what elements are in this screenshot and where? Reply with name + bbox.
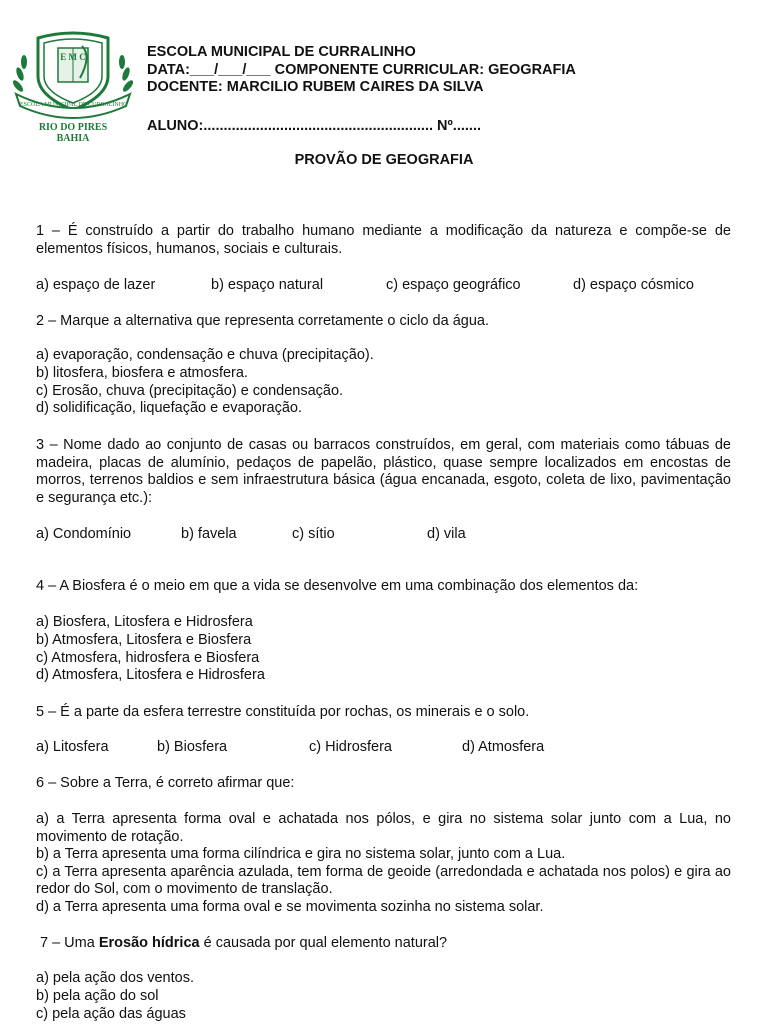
document-header: [147, 44, 576, 97]
question-5-option-b: b) Biosfera: [157, 739, 228, 755]
question-7-option-b: b) pela ação do sol: [36, 987, 159, 1004]
question-6: [36, 775, 731, 793]
question-1-option-b: b) espaço natural: [211, 277, 324, 293]
question-1: [36, 223, 731, 258]
question-5-option-d: d) Atmosfera: [462, 739, 545, 755]
question-3-option-c: c) sítio: [292, 526, 335, 542]
question-6-options: [36, 811, 731, 916]
date-subject-line: DATA:___/___/___ COMPONENTE CURRICULAR: GEOGRAFIA: [147, 61, 576, 78]
question-3-text: 3 – Nome dado ao conjunto de casas ou barracos construídos, em geral, com materiais como tábuas de madeira, placas de alumínio, pedaços de papelão, plástico, quase sempre localizados em encostas de morros, terrenos baldios e sem infraestrutura básica (água encanada, esgoto, coleta de lixo, pavimentação e segurança etc.):: [36, 437, 731, 506]
question-4-option-a: a) Biosfera, Litosfera e Hidrosfera: [36, 614, 253, 630]
question-2-option-d: d) solidificação, liquefação e evaporação.: [36, 400, 302, 417]
logo-city: [10, 122, 136, 144]
question-1-text: 1 – É construído a partir do trabalho humano mediante a modificação da natureza e compõe-se de elementos físicos, humanos, sociais e culturais.: [36, 223, 731, 257]
question-4-text: 4 – A Biosfera é o meio em que a vida se desenvolve em uma combinação dos elementos da:: [36, 578, 639, 594]
student-line: ALUNO:......................................................... Nº.......: [147, 118, 482, 134]
question-2: [36, 313, 731, 331]
question-5-option-c: c) Hidrosfera: [309, 739, 392, 755]
teacher-line: DOCENTE: MARCILIO RUBEM CAIRES DA SILVA: [147, 79, 484, 95]
question-2-options: [36, 347, 731, 418]
question-7-emphasis: Erosão hídrica: [98, 935, 200, 951]
question-7-options: [36, 970, 731, 1023]
question-4-option-b: b) Atmosfera, Litosfera e Biosfera: [36, 631, 252, 648]
emblem-letters: E M C: [60, 52, 86, 62]
question-2-option-a: a) evaporação, condensação e chuva (precipitação).: [36, 347, 374, 363]
question-2-option-b: b) litosfera, biosfera e atmosfera.: [36, 364, 248, 381]
question-6-option-b: b) a Terra apresenta uma forma cilíndrica e gira no sistema solar, junto com a Lua.: [36, 846, 566, 862]
question-4-option-d: d) Atmosfera, Litosfera e Hidrosfera: [36, 667, 265, 684]
question-7-text: [40, 935, 735, 953]
question-7-text-start: 7 – Uma: [40, 935, 99, 951]
question-7-text-end: é causada por qual elemento natural?: [199, 935, 448, 951]
question-1-option-d: d) espaço cósmico: [573, 277, 694, 293]
question-4-option-c: c) Atmosfera, hidrosfera e Biosfera: [36, 649, 260, 666]
question-1-option-c: c) espaço geográfico: [386, 277, 521, 293]
school-logo: [10, 30, 136, 150]
question-6-text: 6 – Sobre a Terra, é correto afirmar que:: [36, 775, 295, 791]
question-4: [36, 578, 731, 596]
school-name: ESCOLA MUNICIPAL DE CURRALINHO: [147, 44, 416, 60]
question-5: [36, 704, 731, 722]
logo-state-name: BAHIA: [56, 133, 90, 144]
school-emblem-icon: [10, 30, 136, 122]
logo-city-name: RIO DO PIRES: [38, 122, 108, 133]
question-2-text: 2 – Marque a alternativa que representa corretamente o ciclo da água.: [36, 313, 489, 329]
question-2-option-c: c) Erosão, chuva (precipitação) e condensação.: [36, 382, 344, 399]
question-6-option-c: c) a Terra apresenta aparência azulada, tem forma de geoide (arredondada e achatada nos polos) e gira ao redor do Sol, com o movimento de translação.: [36, 863, 731, 897]
question-1-option-a: a) espaço de lazer: [36, 277, 156, 293]
question-5-option-a: a) Litosfera: [36, 739, 109, 755]
question-5-text: 5 – É a parte da esfera terrestre constituída por rochas, os minerais e o solo.: [36, 704, 530, 720]
question-7-option-c: c) pela ação das águas: [36, 1005, 186, 1022]
exam-title: PROVÃO DE GEOGRAFIA: [294, 152, 474, 168]
question-3-option-d: d) vila: [427, 526, 466, 542]
question-6-option-a: a) a Terra apresenta forma oval e achatada nos pólos, e gira no sistema solar junto com a Lua, no movimento de rotação.: [36, 811, 731, 845]
question-7: [40, 935, 735, 953]
question-7-option-a: a) pela ação dos ventos.: [36, 970, 194, 986]
logo-ribbon-text: ESCOLA MUNICIPAL DE CURRALINHO: [20, 102, 128, 108]
question-3: [36, 437, 731, 507]
question-3-option-b: b) favela: [181, 526, 237, 542]
question-4-options: [36, 614, 731, 685]
question-3-option-a: a) Condomínio: [36, 526, 132, 542]
question-6-option-d: d) a Terra apresenta uma forma oval e se movimenta sozinha no sistema solar.: [36, 898, 544, 915]
